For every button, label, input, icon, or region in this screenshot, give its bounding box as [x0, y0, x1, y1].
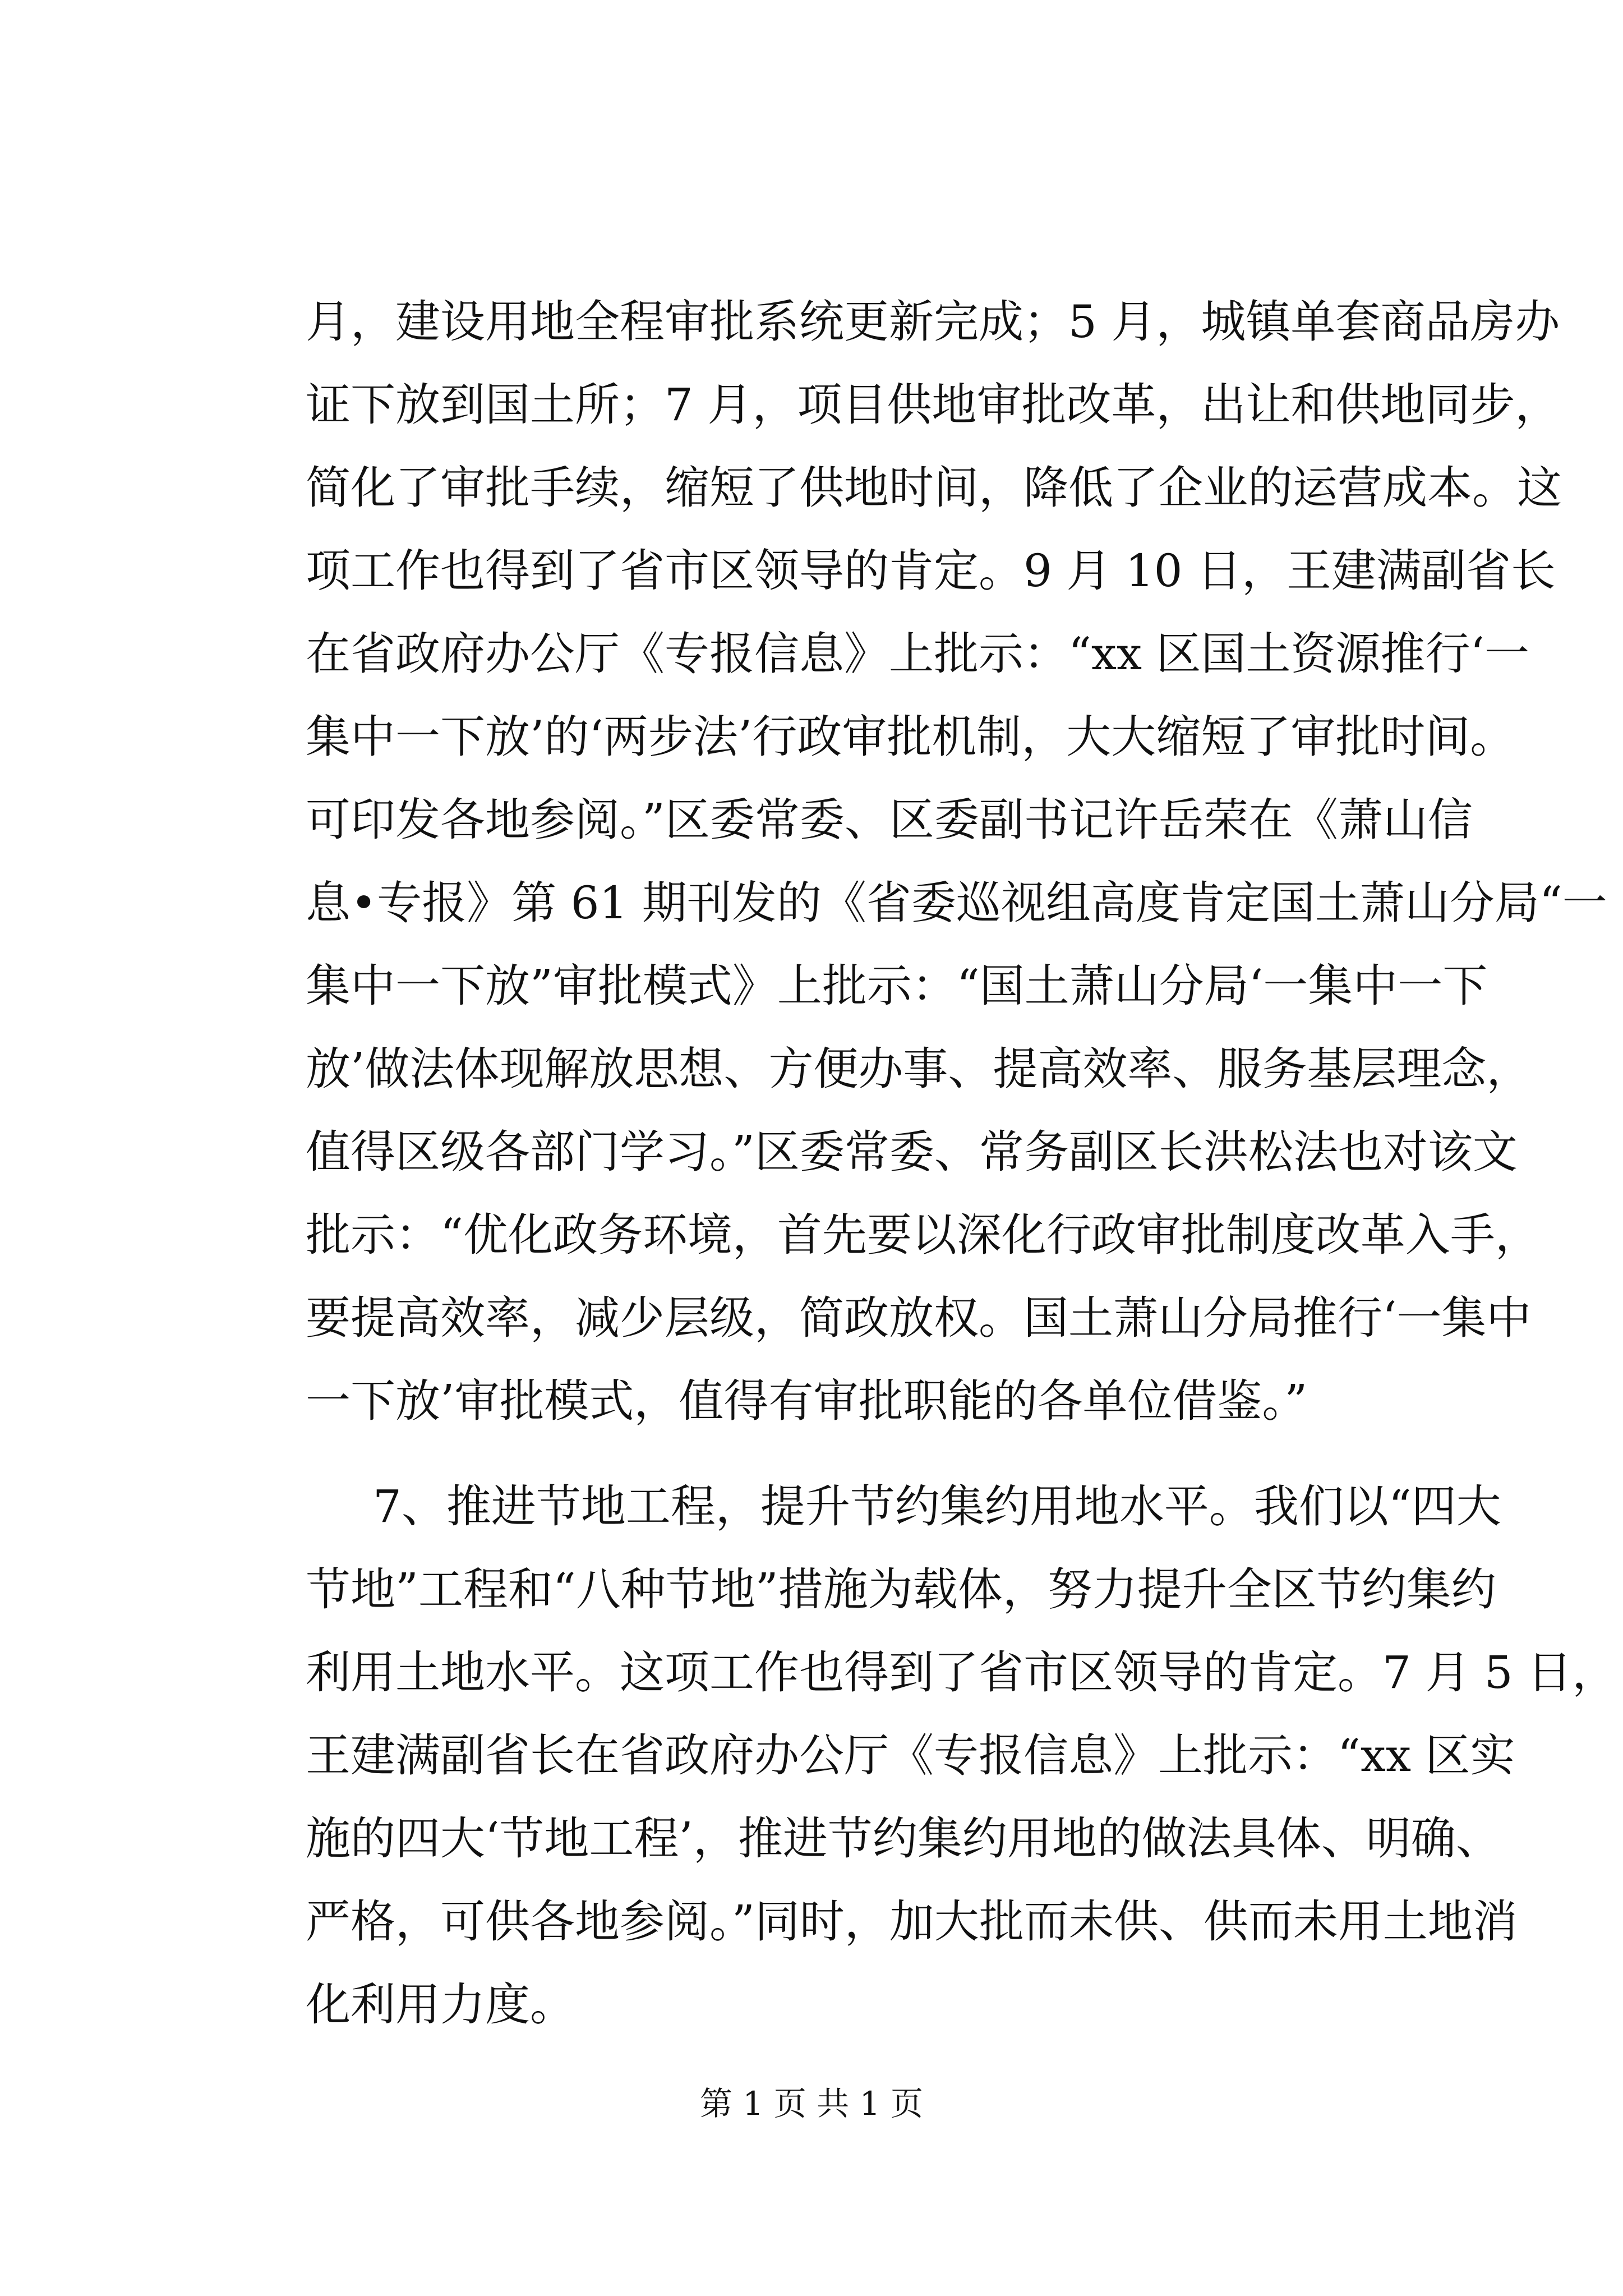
text-line: 一下放’审批模式，值得有审批职能的各单位借鉴。” — [306, 1375, 1308, 1427]
text-line: 集中一下放”审批模式》上批示：“国土萧山分局‘一集中一下 — [306, 960, 1488, 1012]
text-line: 7、推进节地工程，提升节约集约用地水平。我们以“四大 — [373, 1480, 1501, 1533]
page-footer: 第 1 页 共 1 页 — [700, 2085, 923, 2123]
text-line: 要提高效率，减少层级，简政放权。国土萧山分局推行‘一集中 — [306, 1292, 1532, 1344]
text-line: 严格，可供各地参阅。”同时，加大批而未供、供而未用土地消 — [306, 1895, 1518, 1948]
paragraph-1 — [306, 280, 1607, 1443]
text-line: 节地”工程和“八种节地”措施为载体，努力提升全区节约集约 — [306, 1563, 1496, 1616]
text-line: 批示：“优化政务环境，首先要以深化行政审批制度改革入手， — [306, 1209, 1540, 1261]
text-line: 集中一下放’的‘两步法’行政审批机制，大大缩短了审批时间。 — [306, 711, 1515, 763]
text-line: 王建满副省长在省政府办公厅《专报信息》上批示：“xx 区实 — [306, 1729, 1515, 1782]
text-line: 简化了审批手续，缩短了供地时间，降低了企业的运营成本。这 — [306, 462, 1562, 514]
paragraph-2 — [306, 1465, 1617, 2046]
text-line: 项工作也得到了省市区领导的肯定。9 月 10 日，王建满副省长 — [306, 545, 1556, 597]
paragraph-spacing — [306, 1443, 1422, 1465]
text-line: 可印发各地参阅。”区委常委、区委副书记许岳荣在《萧山信 — [306, 794, 1473, 846]
body-text — [306, 280, 1617, 2046]
text-line: 息•专报》第 61 期刊发的《省委巡视组高度肯定国土萧山分局“一 — [306, 877, 1607, 929]
text-line: 在省政府办公厅《专报信息》上批示：“xx 区国土资源推行‘一 — [306, 628, 1529, 680]
text-line: 化利用力度。 — [306, 1978, 575, 2031]
text-line: 放’做法体现解放思想、方便办事、提高效率、服务基层理念， — [306, 1043, 1532, 1095]
text-line: 值得区级各部门学习。”区委常委、常务副区长洪松法也对该文 — [306, 1126, 1518, 1178]
text-line: 月，建设用地全程审批系统更新完成；5 月，城镇单套商品房办 — [306, 296, 1560, 348]
text-line: 利用土地水平。这项工作也得到了省市区领导的肯定。7 月 5 日， — [306, 1646, 1617, 1699]
text-line: 证下放到国土所；7 月，项目供地审批改革，出让和供地同步， — [306, 379, 1560, 431]
text-line: 施的四大‘节地工程’，推进节约集约用地的做法具体、明确、 — [306, 1812, 1501, 1865]
